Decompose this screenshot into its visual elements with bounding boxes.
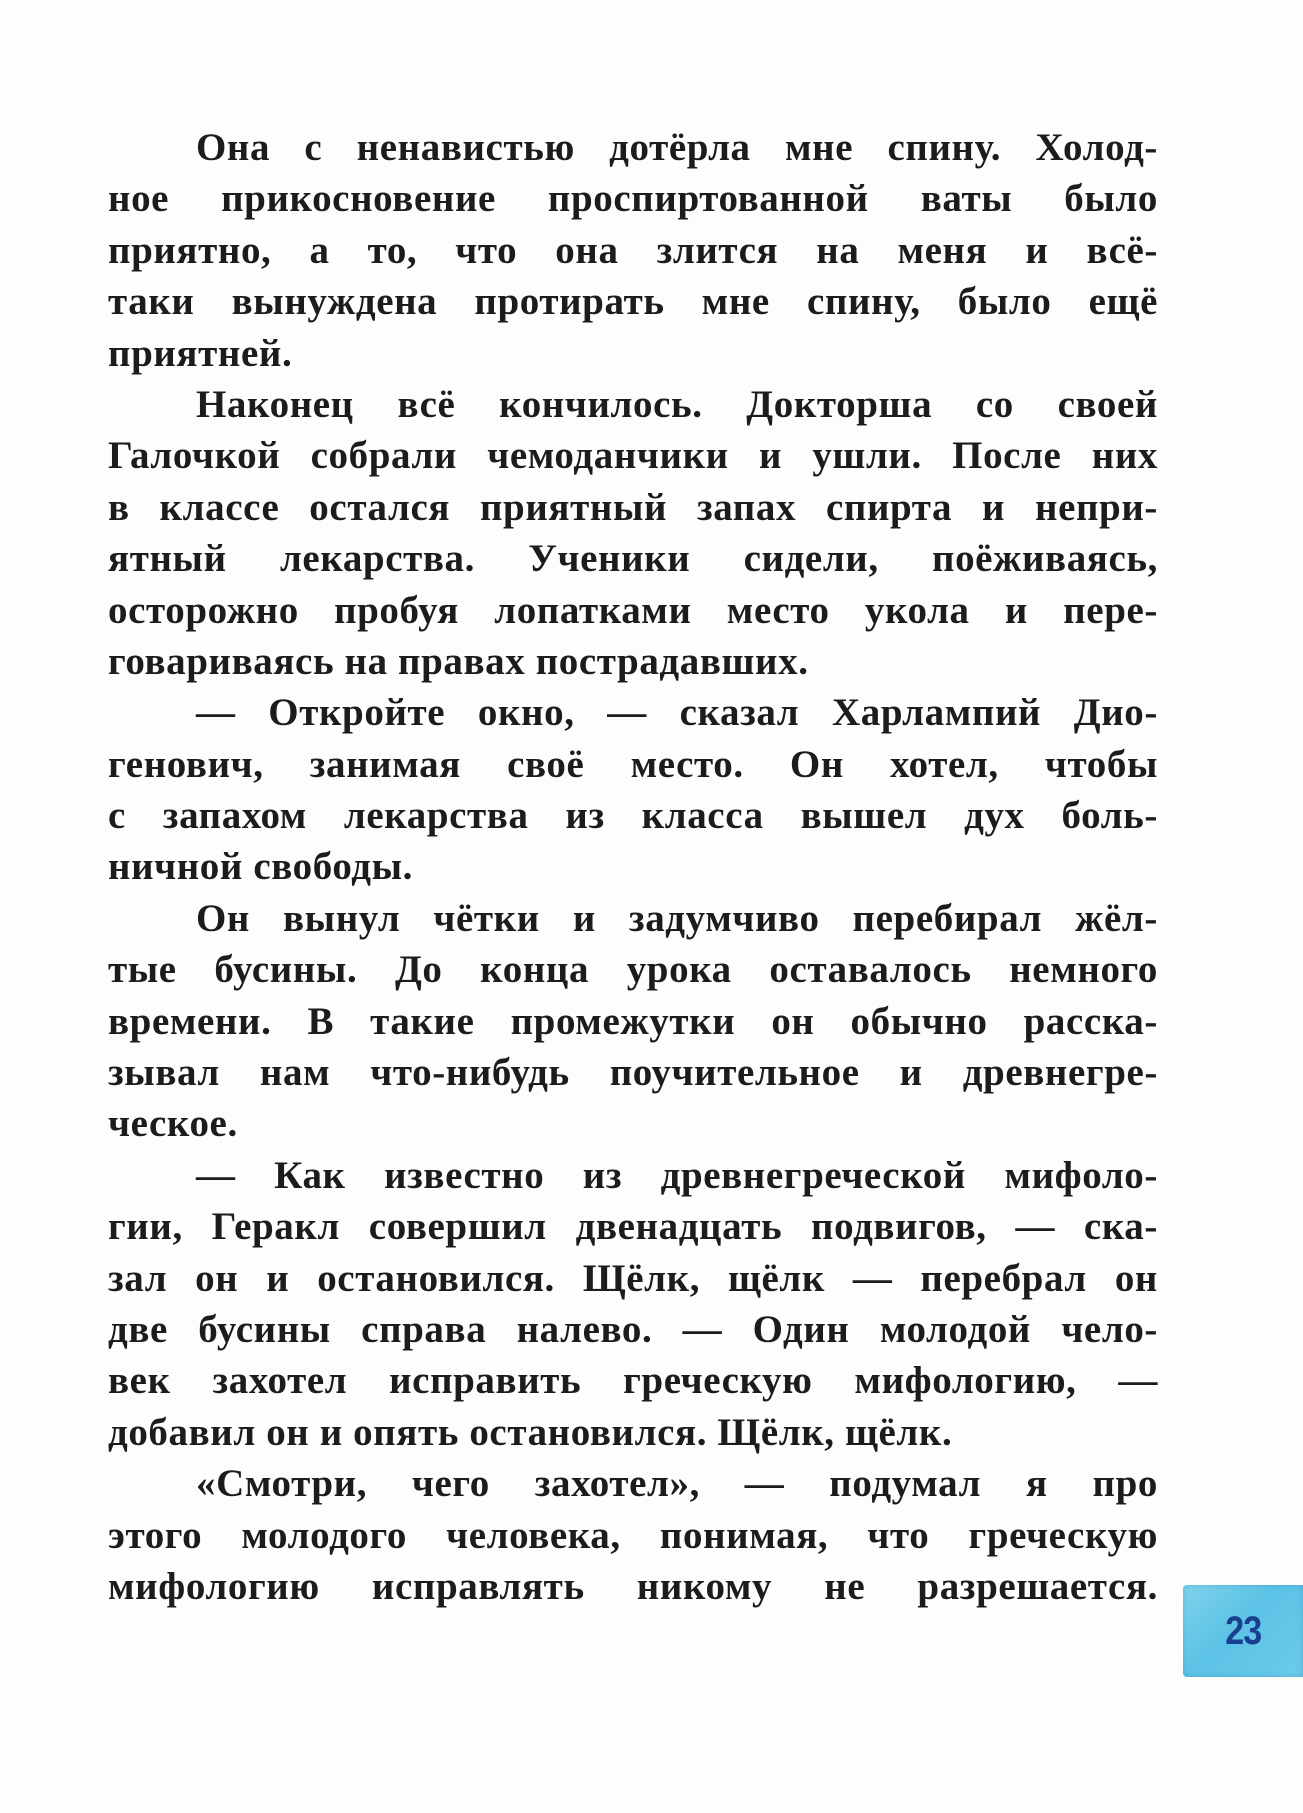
text-line: в классе остался приятный запах спирта и непри- bbox=[108, 485, 1158, 529]
text-line: добавил он и опять остановился. Щёлк, щёлк. bbox=[108, 1410, 953, 1454]
text-line: тые бусины. До конца урока оставалось немного bbox=[108, 948, 1158, 992]
text-line: Наконец всё кончилось. Докторша со своей bbox=[196, 382, 1158, 426]
page-number-badge bbox=[1183, 1585, 1303, 1677]
text-line: осторожно пробуя лопатками место укола и пере- bbox=[108, 588, 1158, 632]
text-line: мифологию исправлять никому не разрешается. bbox=[108, 1564, 1158, 1608]
text-line: с запахом лекарства из класса вышел дух боль- bbox=[108, 794, 1158, 838]
text-line: ческое. bbox=[108, 1102, 238, 1146]
text-line: зал он и остановился. Щёлк, щёлк — перебрал он bbox=[108, 1256, 1158, 1300]
text-line: таки вынуждена протирать мне спину, было ещё bbox=[108, 280, 1158, 324]
paragraph bbox=[108, 1150, 1158, 1458]
text-line: ное прикосновение проспиртованной ваты было bbox=[108, 177, 1158, 221]
text-line: гии, Геракл совершил двенадцать подвигов, — ска- bbox=[108, 1205, 1158, 1249]
text-line: генович, занимая своё место. Он хотел, чтобы bbox=[108, 742, 1158, 786]
text-line: приятно, а то, что она злится на меня и всё- bbox=[108, 228, 1158, 272]
text-line: Галочкой собрали чемоданчики и ушли. После них bbox=[108, 434, 1158, 478]
text-line: времени. В такие промежутки он обычно расска- bbox=[108, 999, 1158, 1043]
text-line: — Откройте окно, — сказал Харлампий Дио- bbox=[196, 691, 1158, 735]
text-block bbox=[108, 122, 1158, 1612]
text-line: век захотел исправить греческую мифологию, — bbox=[108, 1359, 1158, 1403]
text-line: говариваясь на правах пострадавших. bbox=[108, 639, 809, 683]
paragraph bbox=[108, 379, 1158, 687]
text-line: ничной свободы. bbox=[108, 845, 414, 889]
text-line: приятней. bbox=[108, 331, 293, 375]
text-line: две бусины справа налево. — Один молодой чело- bbox=[108, 1307, 1158, 1351]
text-line: Он вынул чётки и задумчиво перебирал жёл- bbox=[196, 896, 1158, 940]
text-line: ятный лекарства. Ученики сидели, поёживаясь, bbox=[108, 537, 1158, 581]
text-line: зывал нам что-нибудь поучительное и древнегре- bbox=[108, 1051, 1158, 1095]
text-line: этого молодого человека, понимая, что греческую bbox=[108, 1513, 1158, 1557]
page-number: 23 bbox=[1224, 1608, 1262, 1653]
text-line: — Как известно из древнегреческой мифоло- bbox=[196, 1153, 1158, 1197]
text-line: Она с ненавистью дотёрла мне спину. Холод- bbox=[196, 126, 1158, 169]
paragraph bbox=[108, 687, 1158, 893]
paragraph bbox=[108, 1458, 1158, 1612]
paragraph bbox=[108, 893, 1158, 1150]
paragraph bbox=[108, 122, 1158, 379]
text-line: «Смотри, чего захотел», — подумал я про bbox=[196, 1462, 1158, 1506]
